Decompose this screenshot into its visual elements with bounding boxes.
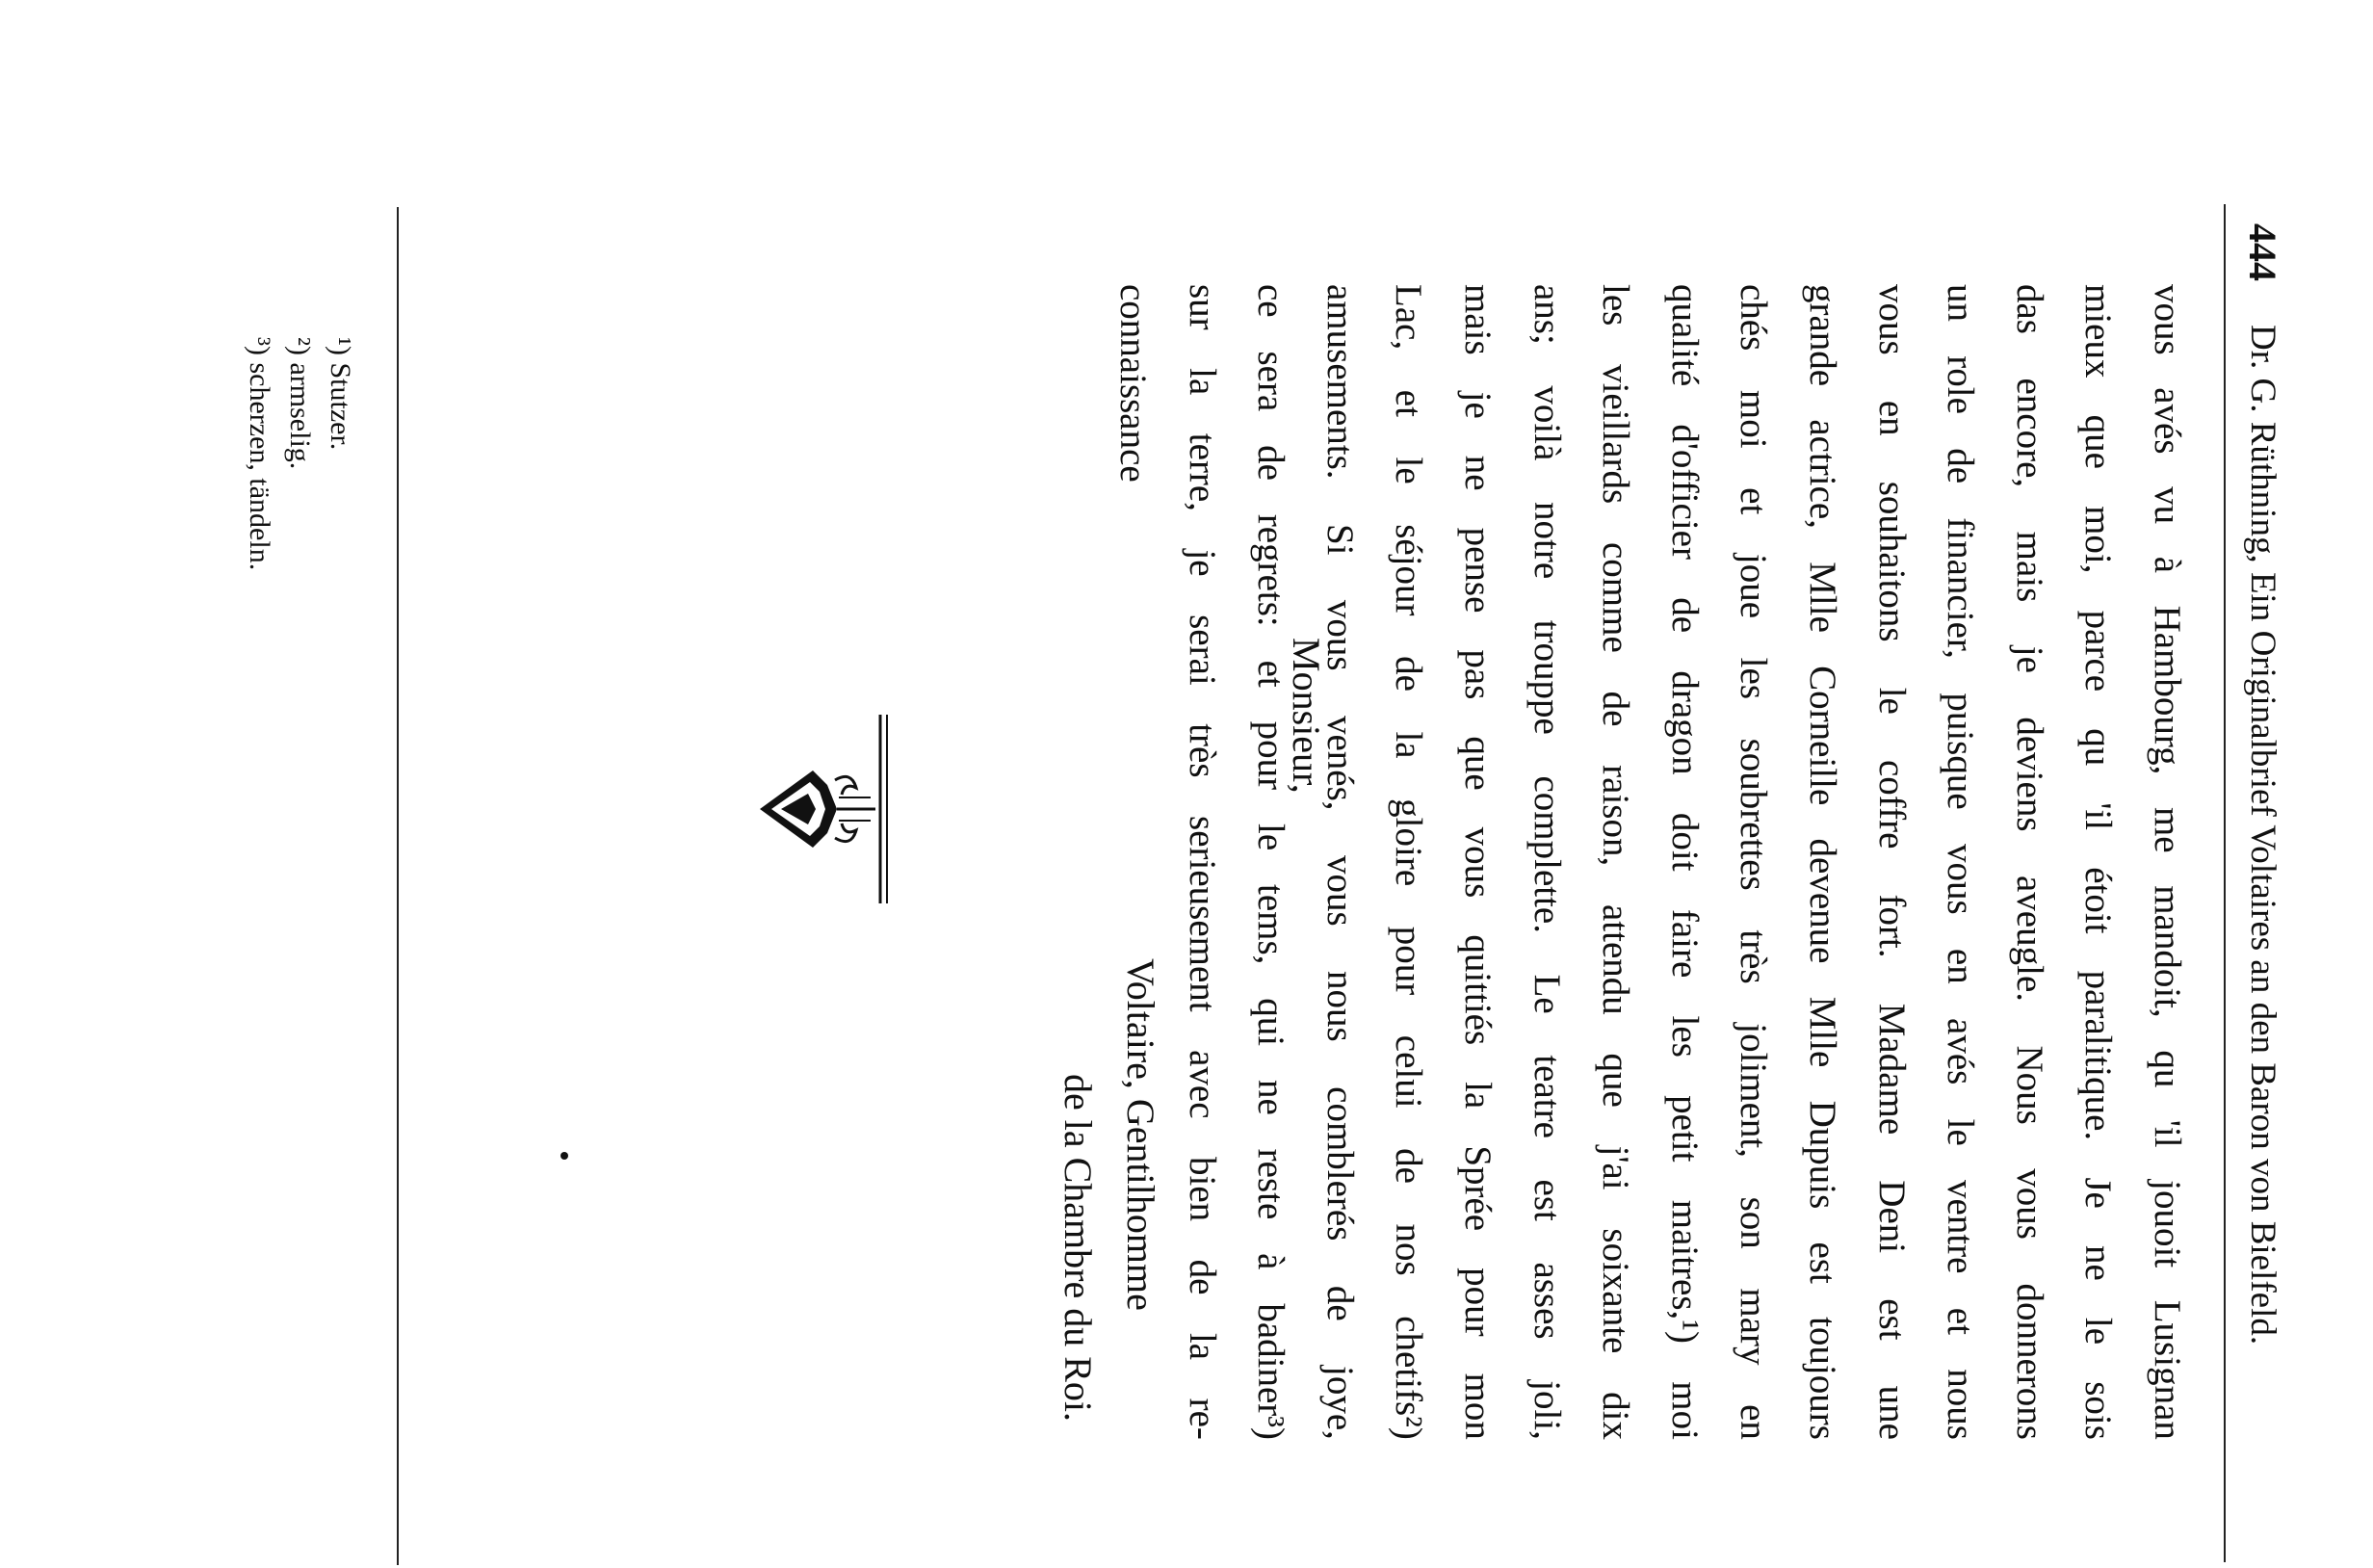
- footnote-1: ¹) Stutzer.: [325, 337, 356, 451]
- body-line: mais je ne pense pas que vous quittiés la Sprée pour mon: [1457, 284, 1499, 1440]
- body-line: ce sera de regrets: et pour le tems, qui ne reste à badiner³): [1250, 284, 1292, 1440]
- running-title: Dr. G. Rüthning, Ein Originalbrief Voltaires an den Baron von Bielfeld.: [2243, 325, 2282, 1346]
- signature-line-2: de la Chambre du Roi.: [1056, 1074, 1100, 1423]
- footnote-rule: [397, 207, 399, 1565]
- body-line: chés moi et joue les soubrettes très joliment, son mary en: [1733, 284, 1775, 1440]
- body-line: amusements. Si vous venés, vous nous comblerés de joye,: [1318, 284, 1361, 1440]
- body-line: connaissance: [1112, 284, 1155, 483]
- body-line: un role de financier, puisque vous en avés le ventre et nous: [1940, 284, 1982, 1440]
- body-line: vous en souhaitons le coffre fort. Madame Deni est une: [1870, 284, 1913, 1440]
- header-rule: [2224, 204, 2226, 1562]
- body-line: ans; voilà notre trouppe complette. Le teatre est asses joli,: [1526, 284, 1568, 1440]
- salutation: Monsieur,: [1285, 638, 1328, 794]
- body-line: les vieillards comme de raison, attendu que j'ai soixante dix: [1595, 284, 1637, 1440]
- stray-dot: [561, 1152, 568, 1160]
- body-line: grande actrice, Mlle Corneille devenue Mlle Dupuis est toujours: [1802, 284, 1844, 1440]
- page-number: 444: [2241, 223, 2284, 281]
- footnotes: [239, 337, 360, 570]
- body-line: das encore, mais je deviens aveugle. Nous vous donnerons: [2008, 284, 2050, 1440]
- body-line: qualité d'officier de dragon doit faire les petit maitres,¹) moi: [1663, 284, 1706, 1440]
- body-line: Lac, et le séjour de la gloire pour celui de nos chetifs²): [1388, 284, 1430, 1440]
- signature-line-1: Voltaire, Gentilhomme: [1119, 958, 1162, 1311]
- body-line: sur la terre, je serai très serieusement avec bien de la re-: [1181, 284, 1223, 1440]
- ornament-icon: [750, 713, 895, 905]
- footnote-3: ³) scherzen, tändeln.: [244, 337, 275, 571]
- letter-body: [1099, 284, 2203, 1440]
- running-header: [2233, 204, 2291, 1562]
- body-line: vous avés vu à Hambourg, me mandoit, qu 'il jouoit Lusignan: [2147, 284, 2188, 1440]
- footnote-2: ²) armselig.: [284, 337, 316, 470]
- body-line: mieux que moi, parce qu 'il étoit paralitique. Je ne le sois: [2077, 284, 2120, 1440]
